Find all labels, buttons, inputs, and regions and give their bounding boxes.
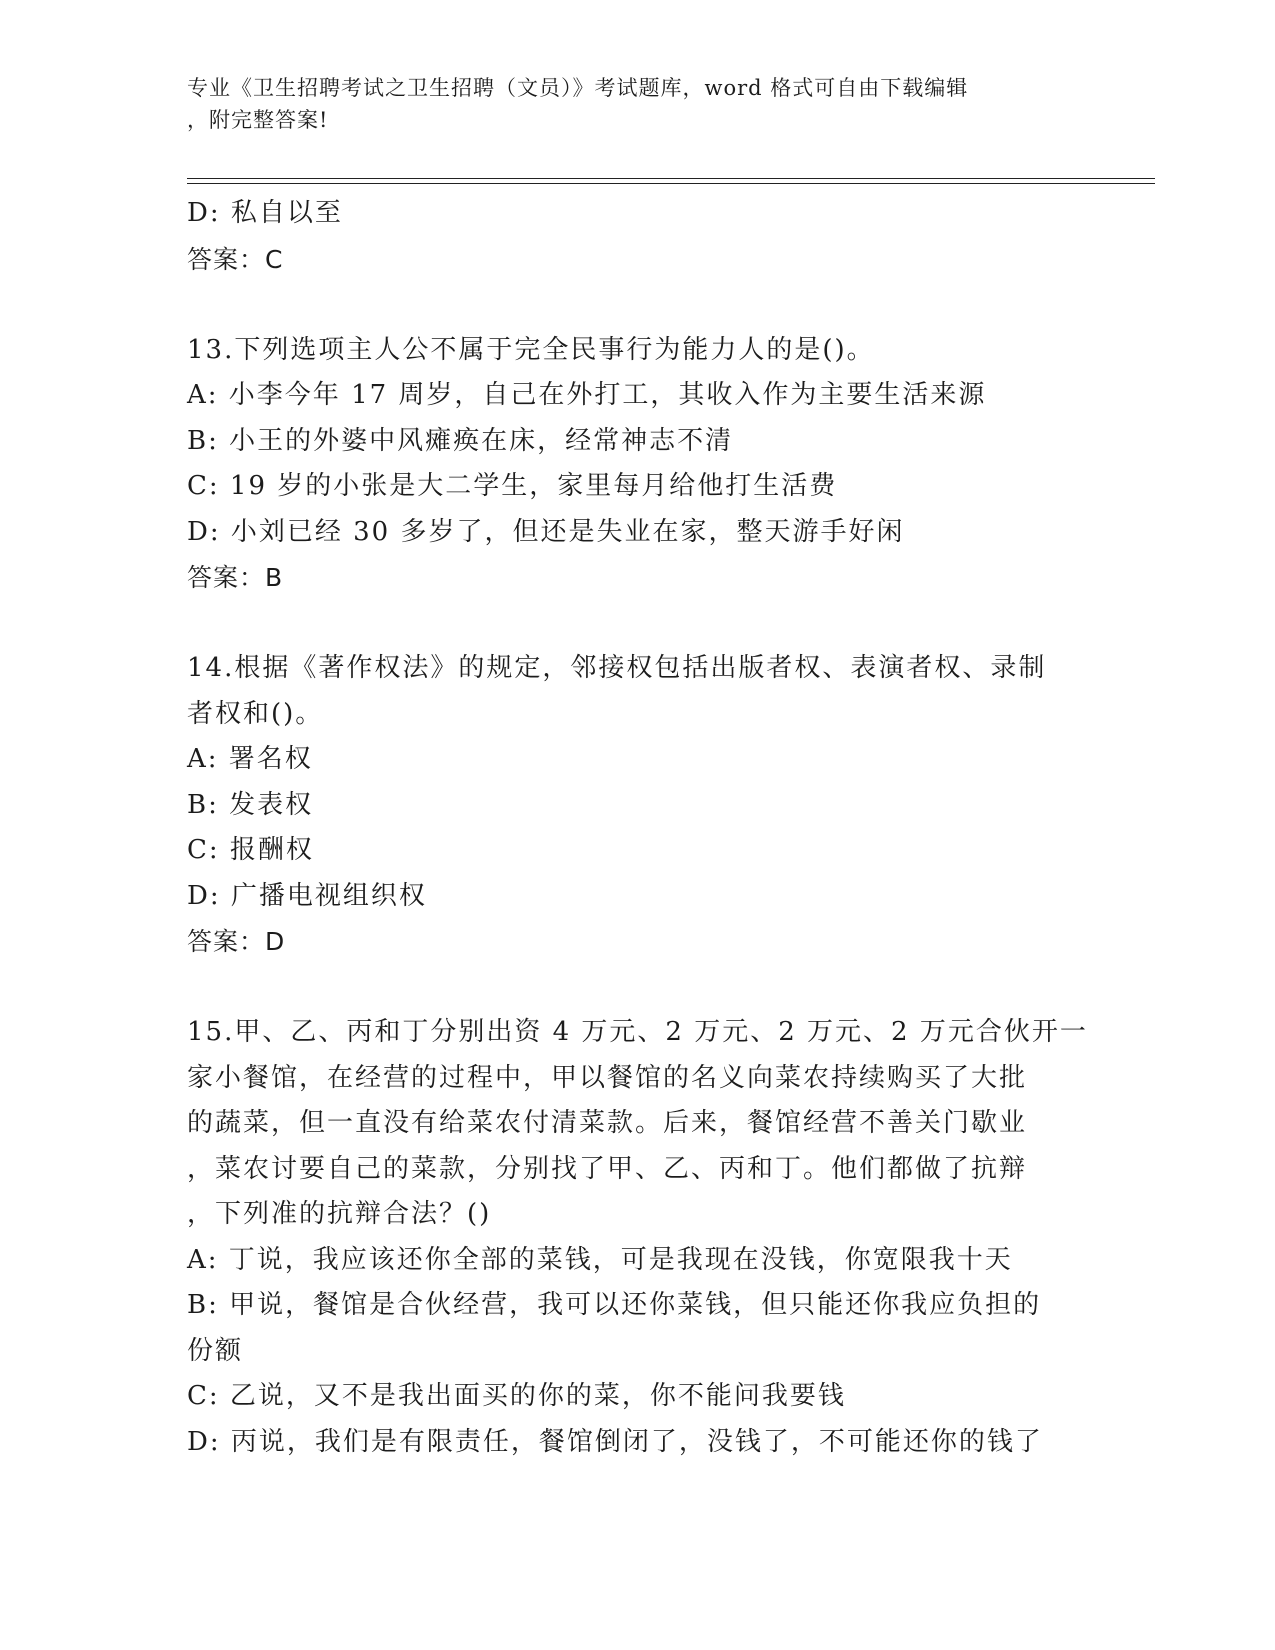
question-13 — [187, 328, 1087, 601]
option-b: B: 发表权 — [187, 789, 314, 820]
question-stem: 13.下列选项主人公不属于完全民事行为能力人的是()。 — [187, 334, 875, 365]
document-header — [187, 72, 1087, 136]
question-stem-line-2: 者权和()。 — [187, 698, 324, 729]
answer-line: 答案：C — [187, 244, 284, 274]
question-stem-line-1: 14.根据《著作权法》的规定，邻接权包括出版者权、表演者权、录制 — [187, 653, 1047, 683]
question-12-tail — [187, 191, 1087, 282]
option-b-line-1: B: 甲说，餐馆是合伙经营，我可以还你菜钱，但只能还你我应负担的 — [187, 1290, 1042, 1320]
option-a: A: 署名权 — [187, 744, 313, 774]
option-d: D: 丙说，我们是有限责任，餐馆倒闭了，没钱了，不可能还你的钱了 — [187, 1426, 1043, 1457]
header-line-1: 专业《卫生招聘考试之卫生招聘（文员）》考试题库，word 格式可自由下载编辑 — [187, 76, 969, 100]
option-a: A: 丁说，我应该还你全部的菜钱，可是我现在没钱，你宽限我十天 — [187, 1244, 1013, 1275]
option-c: C: 乙说，又不是我出面买的你的菜，你不能问我要钱 — [187, 1381, 846, 1411]
question-stem-line-5: ，下列准的抗辩合法？() — [187, 1199, 492, 1229]
question-stem-line-1: 15.甲、乙、丙和丁分别出资 4 万元、2 万元、2 万元、2 万元合伙开一 — [187, 1017, 1088, 1047]
option-d: D: 小刘已经 30 多岁了，但还是失业在家，整天游手好闲 — [187, 516, 905, 547]
question-stem-line-3: 的蔬菜，但一直没有给菜农付清菜款。后来，餐馆经营不善关门歇业 — [187, 1108, 1028, 1138]
spacer — [187, 282, 1087, 328]
spacer — [187, 965, 1087, 1011]
header-divider-bottom — [187, 183, 1155, 184]
option-a: A: 小李今年 17 周岁，自己在外打工，其收入作为主要生活来源 — [187, 380, 987, 410]
header-line-2: ，附完整答案! — [187, 108, 329, 132]
option-d: D: 广播电视组织权 — [187, 880, 427, 911]
option-b-line-2: 份额 — [187, 1335, 244, 1366]
question-15 — [187, 1010, 1087, 1465]
spacer — [187, 601, 1087, 647]
option-b: B: 小王的外婆中风瘫痪在床，经常神志不清 — [187, 425, 734, 456]
answer-line: 答案：D — [187, 927, 286, 956]
document-body — [187, 191, 1087, 1465]
header-divider-top — [187, 178, 1155, 179]
question-stem-line-4: ，菜农讨要自己的菜款，分别找了甲、乙、丙和丁。他们都做了抗辩 — [187, 1153, 1028, 1184]
answer-line: 答案：B — [187, 563, 284, 592]
option-d: D: 私自以至 — [187, 198, 343, 228]
question-14 — [187, 646, 1087, 965]
option-c: C: 报酬权 — [187, 835, 314, 865]
option-c: C: 19 岁的小张是大二学生，家里每月给他打生活费 — [187, 471, 838, 501]
question-stem-line-2: 家小餐馆，在经营的过程中，甲以餐馆的名义向菜农持续购买了大批 — [187, 1062, 1028, 1093]
